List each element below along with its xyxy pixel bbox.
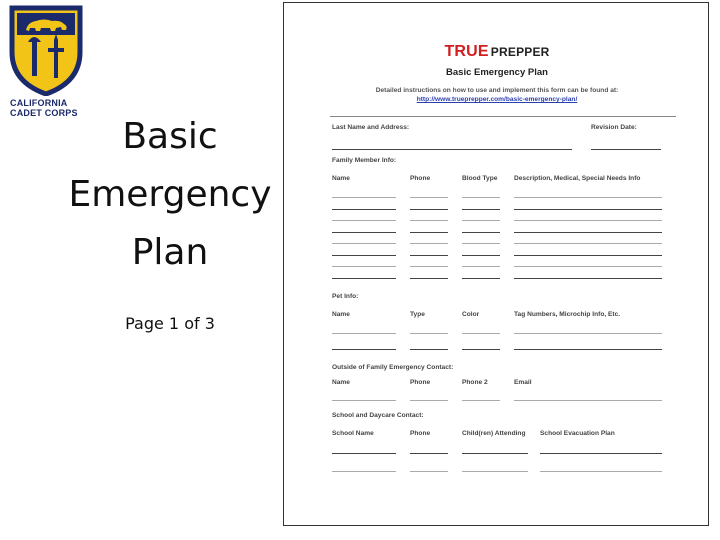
pet-row-0-col-0-line <box>332 333 396 334</box>
family-row-3-col-1-line <box>410 232 448 233</box>
family-row-5-col-2-line <box>462 255 500 256</box>
logo-line-1: CALIFORNIA <box>10 98 68 108</box>
family-row-7-col-2-line <box>462 278 500 279</box>
contact-line-name <box>332 400 396 401</box>
family-row-4-col-1-line <box>410 243 448 244</box>
family-row-6-col-0-line <box>332 266 396 267</box>
brand-prepper: PREPPER <box>490 45 550 59</box>
page-indicator: Page 1 of 3 <box>125 314 215 333</box>
school-line-name-2 <box>332 471 396 472</box>
school-line-name <box>332 453 396 454</box>
slide-title <box>40 108 300 282</box>
slide-title-line-1: Basic <box>122 116 218 157</box>
family-row-7-col-3-line <box>514 278 662 279</box>
slide-title-line-3: Plan <box>131 232 209 273</box>
contact-line-phone <box>410 400 448 401</box>
family-header-blood-type: Blood Type <box>462 175 498 182</box>
family-row-2-col-0-line <box>332 220 396 221</box>
header-divider <box>330 116 676 117</box>
family-row-7-col-1-line <box>410 278 448 279</box>
family-header-description: Description, Medical, Special Needs Info <box>514 175 641 182</box>
pet-header-type: Type <box>410 311 425 318</box>
california-cadet-corps-logo <box>8 4 84 124</box>
family-row-0-col-3-line <box>514 197 662 198</box>
family-row-2-col-2-line <box>462 220 500 221</box>
family-row-7-col-0-line <box>332 278 396 279</box>
family-row-3-col-0-line <box>332 232 396 233</box>
document-title: Basic Emergency Plan <box>446 67 548 78</box>
family-row-4-col-0-line <box>332 243 396 244</box>
pet-header-name: Name <box>332 311 350 318</box>
pet-row-0-col-1-line <box>410 333 448 334</box>
logo-line-2: CADET CORPS <box>10 108 78 118</box>
family-row-0-col-2-line <box>462 197 500 198</box>
revision-date-line <box>591 149 661 150</box>
family-row-0-col-1-line <box>410 197 448 198</box>
family-section-label: Family Member Info: <box>332 157 397 164</box>
family-header-name: Name <box>332 175 350 182</box>
family-row-4-col-2-line <box>462 243 500 244</box>
family-row-3-col-2-line <box>462 232 500 233</box>
contact-header-name: Name <box>332 379 350 386</box>
family-row-0-col-0-line <box>332 197 396 198</box>
pet-row-1-col-0-line <box>332 349 396 350</box>
family-row-6-col-3-line <box>514 266 662 267</box>
school-line-evacuation <box>540 453 662 454</box>
pet-header-tag-numbers: Tag Numbers, Microchip Info, Etc. <box>514 311 621 318</box>
instructions-link[interactable]: http://www.trueprepper.com/basic-emergency-plan/ <box>416 96 578 103</box>
contact-header-phone: Phone <box>410 379 431 386</box>
family-row-4-col-3-line <box>514 243 662 244</box>
contact-header-email: Email <box>514 379 532 386</box>
contact-header-phone-2: Phone 2 <box>462 379 488 386</box>
family-row-2-col-1-line <box>410 220 448 221</box>
pet-row-1-col-1-line <box>410 349 448 350</box>
school-line-children-2 <box>462 471 528 472</box>
instructions-text: Detailed instructions on how to use and implement this form can be found at: <box>375 87 619 94</box>
revision-date-label: Revision Date: <box>591 124 637 131</box>
family-row-1-col-2-line <box>462 209 500 210</box>
pet-row-0-col-2-line <box>462 333 500 334</box>
school-line-phone <box>410 453 448 454</box>
school-line-evacuation-2 <box>540 471 662 472</box>
pet-row-1-col-3-line <box>514 349 662 350</box>
family-row-5-col-3-line <box>514 255 662 256</box>
family-row-3-col-3-line <box>514 232 662 233</box>
slide-title-line-2: Emergency <box>68 174 272 215</box>
school-header-evacuation-plan: School Evacuation Plan <box>540 430 615 437</box>
emergency-plan-document <box>283 2 709 526</box>
pet-section-label: Pet Info: <box>332 293 359 300</box>
school-line-phone-2 <box>410 471 448 472</box>
family-row-1-col-3-line <box>514 209 662 210</box>
family-row-6-col-1-line <box>410 266 448 267</box>
family-row-1-col-0-line <box>332 209 396 210</box>
school-header-phone: Phone <box>410 430 431 437</box>
school-header-name: School Name <box>332 430 374 437</box>
pet-row-0-col-3-line <box>514 333 662 334</box>
address-line <box>332 149 572 150</box>
shield-logo-icon <box>8 4 84 96</box>
last-name-address-label: Last Name and Address: <box>332 124 410 131</box>
trueprepper-brand <box>284 43 709 61</box>
school-header-children: Child(ren) Attending <box>462 430 526 437</box>
school-line-children <box>462 453 528 454</box>
contact-line-email <box>514 400 662 401</box>
family-row-5-col-0-line <box>332 255 396 256</box>
school-section-label: School and Daycare Contact: <box>332 412 424 419</box>
family-row-5-col-1-line <box>410 255 448 256</box>
brand-true: TRUE <box>444 43 489 60</box>
family-row-1-col-1-line <box>410 209 448 210</box>
family-row-2-col-3-line <box>514 220 662 221</box>
contact-line-phone-2 <box>462 400 500 401</box>
family-row-6-col-2-line <box>462 266 500 267</box>
pet-row-1-col-2-line <box>462 349 500 350</box>
pet-header-color: Color <box>462 311 480 318</box>
family-header-phone: Phone <box>410 175 431 182</box>
contact-section-label: Outside of Family Emergency Contact: <box>332 364 454 371</box>
